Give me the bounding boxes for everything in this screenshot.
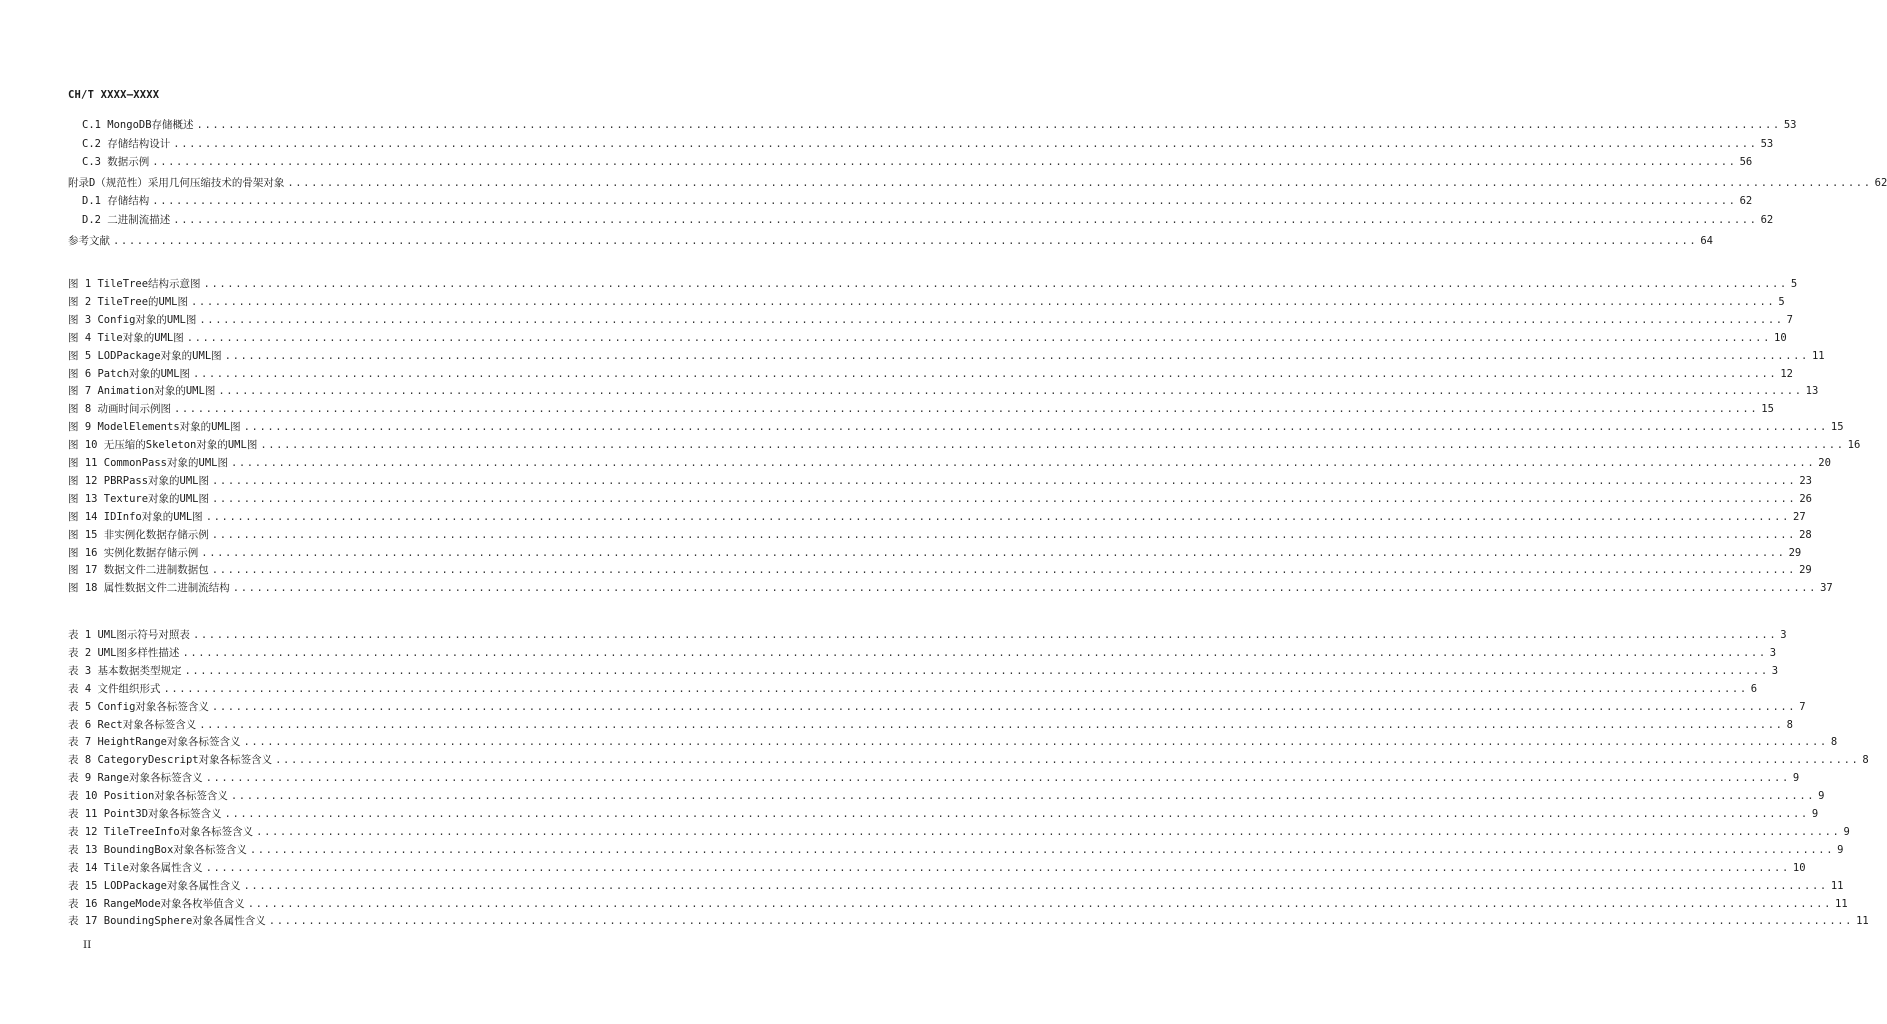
toc-entry[interactable]: [68, 787, 1825, 805]
toc-entry-page: 11: [1811, 349, 1825, 362]
toc-entry-page: 8: [1862, 754, 1869, 767]
toc-entry-page: 53: [1760, 137, 1774, 150]
toc-entry-page: 5: [1778, 295, 1785, 308]
toc-entry[interactable]: [68, 526, 1812, 544]
toc-entry[interactable]: [68, 275, 1798, 293]
toc-entry-label: 图 15 非实例化数据存储示例: [68, 528, 209, 541]
dot-leader: ........................................................................................................................................................................................................: [152, 195, 1737, 208]
toc-entry-page: 27: [1793, 510, 1806, 523]
dot-leader: ........................................................................................................................................................................................................: [212, 492, 1797, 505]
toc-entry[interactable]: [68, 644, 1777, 662]
toc-entry-label: C.2 存储结构设计: [82, 137, 171, 150]
toc-entry-label: 表 3 基本数据类型规定: [68, 664, 182, 677]
dot-leader: ........................................................................................................................................................................................................: [163, 682, 1748, 695]
toc-entry[interactable]: [68, 579, 1833, 597]
toc-entry[interactable]: [68, 544, 1802, 562]
toc-entry-label: 表 10 Position对象各标签含义: [68, 790, 228, 803]
dot-leader: ........................................................................................................................................................................................................: [203, 278, 1788, 290]
dot-leader: ........................................................................................................................................................................................................: [232, 582, 1818, 595]
page-number: II: [83, 939, 92, 951]
toc-entry[interactable]: [68, 382, 1819, 400]
dot-leader: ........................................................................................................................................................................................................: [152, 156, 1737, 169]
toc-entry-label: 图 16 实例化数据存储示例: [68, 546, 199, 559]
dot-leader: ........................................................................................................................................................................................................: [186, 331, 1772, 344]
toc-entry[interactable]: [68, 472, 1812, 490]
toc-entry-page: 3: [1769, 646, 1777, 659]
toc-entry[interactable]: [68, 805, 1819, 823]
dot-leader: ........................................................................................................................................................................................................: [201, 546, 1786, 559]
toc-entry-label: 表 9 Range对象各标签含义: [68, 772, 203, 785]
dot-leader: ........................................................................................................................................................................................................: [224, 349, 1809, 362]
dot-leader: ........................................................................................................................................................................................................: [260, 439, 1845, 452]
toc-entry-label: 图 10 无压缩的Skeleton对象的UML图: [68, 439, 258, 452]
toc-entry-label: 表 16 RangeMode对象各枚举值含义: [68, 897, 245, 910]
dot-leader: ........................................................................................................................................................................................................: [247, 897, 1832, 910]
dot-leader: ........................................................................................................................................................................................................: [243, 421, 1828, 434]
toc-entry-label: 表 13 BoundingBox对象各标签含义: [68, 843, 247, 856]
toc-entry-label: 图 13 Texture对象的UML图: [68, 492, 210, 505]
toc-entry[interactable]: [68, 841, 1844, 859]
toc-entry-label: 表 5 Config对象各标签含义: [68, 700, 209, 713]
toc-entry[interactable]: [68, 311, 1793, 329]
dot-leader: ........................................................................................................................................................................................................: [173, 403, 1759, 416]
toc-entry-label: C.1 MongoDB存储概述: [82, 119, 194, 131]
toc-entry-label: 图 11 CommonPass对象的UML图: [68, 457, 228, 469]
dot-leader: ........................................................................................................................................................................................................: [199, 718, 1784, 731]
toc-entry-page: 8: [1830, 736, 1838, 749]
toc-entry-label: 图 3 Config对象的UML图: [68, 313, 197, 326]
toc-entry-page: 9: [1811, 808, 1819, 820]
toc-entry-label: 图 2 TileTree的UML图: [68, 295, 189, 308]
toc-entry[interactable]: [68, 211, 1774, 229]
toc-entry[interactable]: [68, 626, 1787, 644]
toc-entry[interactable]: [68, 329, 1787, 347]
toc-entry-label: 图 14 IDInfo对象的UML图: [68, 510, 203, 523]
toc-entry[interactable]: [68, 508, 1806, 526]
dot-leader: ........................................................................................................................................................................................................: [113, 234, 1698, 247]
toc-entry-page: 62: [1760, 214, 1774, 226]
toc-entry-page: 13: [1805, 385, 1819, 398]
dot-leader: ........................................................................................................................................................................................................: [192, 629, 1778, 641]
toc-entry-page: 5: [1790, 278, 1798, 290]
dot-leader: ........................................................................................................................................................................................................: [287, 176, 1872, 189]
dot-leader: ........................................................................................................................................................................................................: [199, 313, 1784, 326]
dot-leader: ........................................................................................................................................................................................................: [224, 808, 1809, 820]
toc-entry-label: 图 1 TileTree结构示意图: [68, 278, 201, 290]
toc-entry[interactable]: [68, 877, 1844, 895]
toc-entry-label: 表 4 文件组织形式: [68, 682, 161, 695]
toc-entry[interactable]: [68, 153, 1753, 171]
toc-entry-page: 16: [1847, 439, 1861, 452]
dot-leader: ........................................................................................................................................................................................................: [212, 474, 1797, 487]
toc-entry-page: 20: [1818, 457, 1831, 469]
toc-entry-page: 9: [1818, 790, 1825, 803]
toc-entry-label: 参考文献: [68, 234, 110, 247]
dot-leader: ........................................................................................................................................................................................................: [256, 825, 1841, 838]
toc-entry-page: 64: [1700, 234, 1713, 247]
toc-entry-label: 图 17 数据文件二进制数据包: [68, 564, 209, 577]
toc-entry-page: 3: [1771, 664, 1779, 677]
toc-entry-page: 10: [1792, 861, 1806, 874]
toc-entry-page: 11: [1830, 879, 1844, 892]
dot-leader: ........................................................................................................................................................................................................: [211, 528, 1797, 541]
toc-entry[interactable]: [68, 859, 1806, 877]
toc-entry[interactable]: [68, 232, 1713, 250]
dot-leader: ........................................................................................................................................................................................................: [193, 367, 1778, 380]
toc-entry[interactable]: [68, 716, 1793, 734]
toc-entry-page: 10: [1774, 331, 1787, 344]
toc-entry[interactable]: [68, 116, 1797, 134]
toc-entry[interactable]: [68, 490, 1812, 508]
toc-entry[interactable]: [68, 823, 1850, 841]
toc-entry-page: 9: [1843, 825, 1850, 838]
toc-entry-label: 表 15 LODPackage对象各属性含义: [68, 879, 241, 892]
toc-entry-label: 图 6 Patch对象的UML图: [68, 367, 191, 380]
toc-entry-page: 9: [1837, 843, 1844, 856]
toc-entry[interactable]: [68, 400, 1774, 418]
toc-entry-label: 表 17 BoundingSphere对象各属性含义: [68, 915, 266, 928]
toc-entry-page: 6: [1750, 682, 1758, 695]
toc-entry-page: 62: [1739, 195, 1753, 208]
dot-leader: ........................................................................................................................................................................................................: [243, 736, 1828, 749]
toc-entry-label: 图 12 PBRPass对象的UML图: [68, 474, 210, 487]
toc-entry-page: 29: [1788, 546, 1802, 559]
toc-entry[interactable]: [68, 365, 1794, 383]
toc-entry[interactable]: [68, 454, 1831, 472]
toc-entry[interactable]: [68, 174, 1887, 192]
toc-entry-label: 图 8 动画时间示例图: [68, 403, 171, 416]
toc-entry[interactable]: [68, 698, 1806, 716]
toc-entry-page: 15: [1761, 403, 1774, 416]
toc-entry-label: C.3 数据示例: [82, 156, 150, 169]
dot-leader: ........................................................................................................................................................................................................: [249, 843, 1835, 856]
dot-leader: ........................................................................................................................................................................................................: [211, 700, 1797, 713]
toc-entry[interactable]: [68, 662, 1779, 680]
toc-entry-label: 表 8 CategoryDescript对象各标签含义: [68, 754, 273, 767]
toc-entry[interactable]: [68, 912, 1869, 930]
toc-entry-label: 图 4 Tile对象的UML图: [68, 331, 184, 344]
toc-entry-page: 28: [1799, 528, 1812, 541]
dot-leader: ........................................................................................................................................................................................................: [218, 385, 1803, 398]
toc-entry-label: 表 1 UML图示符号对照表: [68, 629, 190, 641]
toc-entry-label: 表 12 TileTreeInfo对象各标签含义: [68, 825, 254, 838]
toc-entry[interactable]: [68, 895, 1848, 913]
toc-entry[interactable]: [68, 192, 1753, 210]
toc-entry[interactable]: [68, 418, 1844, 436]
toc-entry-label: 表 7 HeightRange对象各标签含义: [68, 736, 241, 749]
toc-entry-page: 11: [1835, 897, 1848, 910]
dot-leader: ........................................................................................................................................................................................................: [191, 295, 1776, 308]
toc-entry-label: 附录D（规范性）采用几何压缩技术的骨架对象: [68, 176, 285, 189]
dot-leader: ........................................................................................................................................................................................................: [268, 915, 1854, 928]
dot-leader: ........................................................................................................................................................................................................: [243, 879, 1828, 892]
dot-leader: ........................................................................................................................................................................................................: [205, 772, 1790, 785]
dot-leader: ........................................................................................................................................................................................................: [184, 664, 1769, 677]
toc-entry-page: 37: [1820, 582, 1833, 595]
document-code: CH/T XXXX—XXXX: [68, 89, 160, 101]
toc-entry-page: 23: [1799, 474, 1812, 487]
toc-entry-page: 7: [1786, 313, 1793, 326]
toc-entry-label: D.1 存储结构: [82, 195, 150, 208]
toc-entry-page: 26: [1799, 492, 1812, 505]
toc-entry-page: 7: [1799, 700, 1806, 713]
dot-leader: ........................................................................................................................................................................................................: [173, 214, 1758, 226]
toc-entry[interactable]: [68, 680, 1758, 698]
toc-entry-page: 62: [1874, 176, 1887, 189]
toc-entry[interactable]: [68, 436, 1861, 454]
dot-leader: ........................................................................................................................................................................................................: [230, 790, 1816, 803]
toc-entry-label: 图 5 LODPackage对象的UML图: [68, 349, 222, 362]
dot-leader: ........................................................................................................................................................................................................: [205, 510, 1790, 523]
toc-entry-page: 53: [1783, 119, 1797, 131]
toc-entry-page: 56: [1739, 156, 1753, 169]
toc-entry-label: 图 18 属性数据文件二进制流结构: [68, 582, 230, 595]
toc-entry-page: 15: [1830, 421, 1844, 434]
dot-leader: ........................................................................................................................................................................................................: [196, 119, 1781, 131]
toc-entry-label: D.2 二进制流描述: [82, 214, 171, 226]
dot-leader: ........................................................................................................................................................................................................: [211, 564, 1797, 577]
toc-entry-label: 表 11 Point3D对象各标签含义: [68, 808, 222, 820]
toc-entry-label: 表 14 Tile对象各属性含义: [68, 861, 203, 874]
dot-leader: ........................................................................................................................................................................................................: [182, 646, 1767, 659]
toc-entry[interactable]: [68, 751, 1869, 769]
toc-entry[interactable]: [68, 561, 1812, 579]
toc-entry-page: 8: [1786, 718, 1793, 731]
toc-entry[interactable]: [68, 733, 1838, 751]
toc-entry[interactable]: [68, 293, 1785, 311]
toc-entry-label: 图 9 ModelElements对象的UML图: [68, 421, 241, 434]
toc-entry-page: 9: [1792, 772, 1800, 785]
dot-leader: ........................................................................................................................................................................................................: [230, 457, 1816, 469]
toc-entry-page: 11: [1856, 915, 1869, 928]
toc-entry-label: 图 7 Animation对象的UML图: [68, 385, 216, 398]
toc-entry-page: 3: [1780, 629, 1787, 641]
toc-entry-label: 表 2 UML图多样性描述: [68, 646, 180, 659]
toc-entry-label: 表 6 Rect对象各标签含义: [68, 718, 197, 731]
toc-entry[interactable]: [68, 347, 1825, 365]
dot-leader: ........................................................................................................................................................................................................: [173, 137, 1758, 150]
toc-entry[interactable]: [68, 135, 1774, 153]
toc-entry-page: 29: [1799, 564, 1812, 577]
dot-leader: ........................................................................................................................................................................................................: [205, 861, 1790, 874]
toc-entry[interactable]: [68, 769, 1800, 787]
dot-leader: ........................................................................................................................................................................................................: [275, 754, 1860, 767]
toc-entry-page: 12: [1780, 367, 1794, 380]
